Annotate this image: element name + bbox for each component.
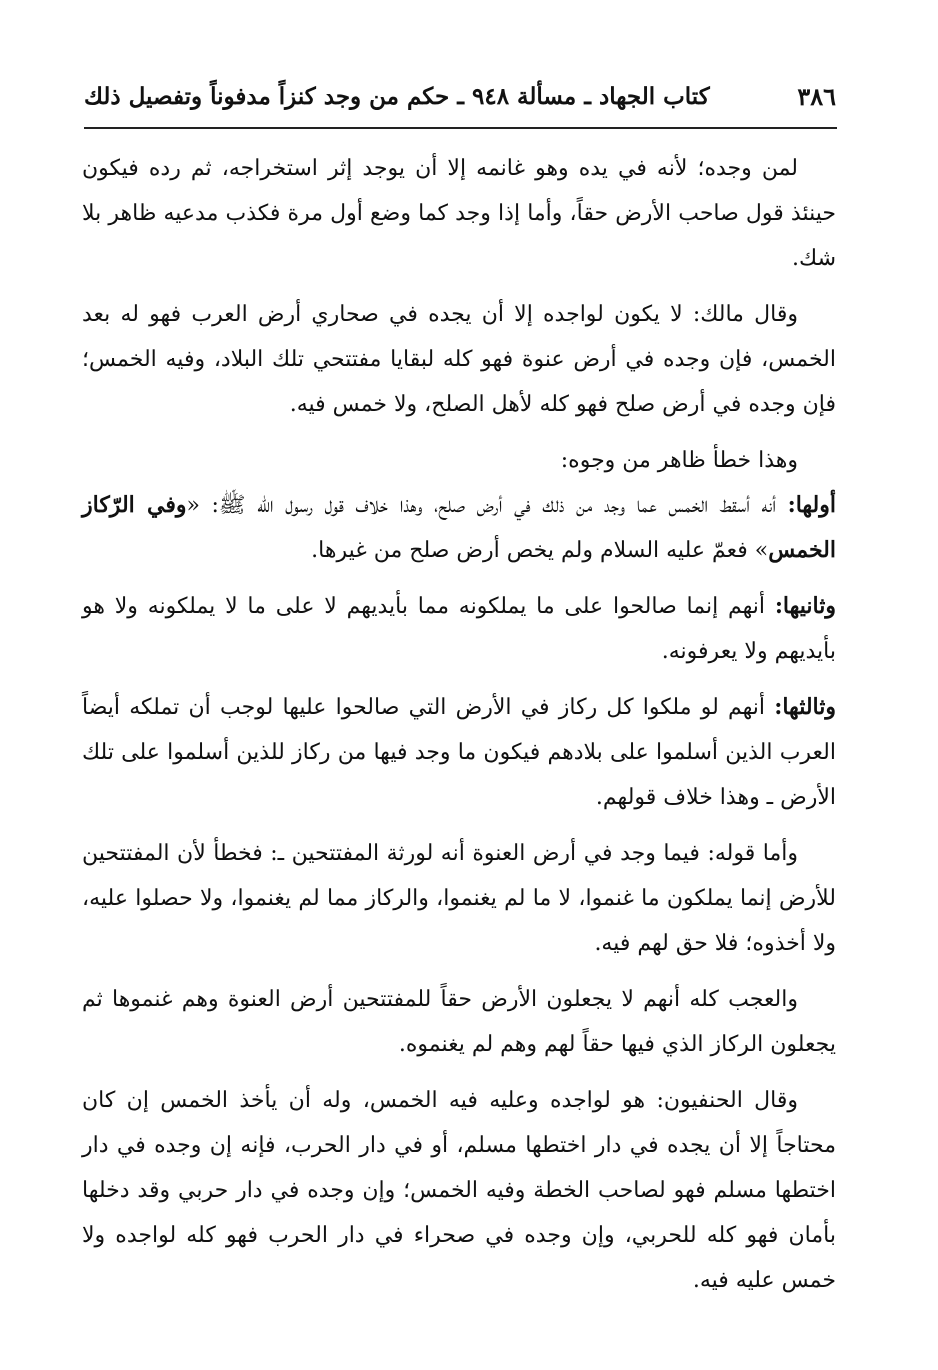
paragraph-4 (82, 483, 836, 573)
paragraph-lead: وثالثها: (774, 694, 836, 720)
paragraph-text: وهذا خطأ ظاهر من وجوه: (560, 448, 798, 473)
paragraph-text-before: أنه أسقط الخمس عما وجد من ذلك في أرض صلح، وهذا خلاف قول رسول الله ﷺ: « (186, 493, 788, 518)
paragraph-lead: أولها: (787, 492, 836, 518)
paragraph-text-after: » فعمّ عليه السلام ولم يخص أرض صلح من غيرها. (311, 538, 769, 563)
page-header (84, 76, 836, 116)
paragraph-lead: وثانيها: (774, 593, 836, 619)
paragraph-3 (82, 438, 836, 483)
paragraph-7 (82, 831, 836, 966)
paragraph-text: لمن وجده؛ لأنه في يده وهو غانمه إلا أن يوجد إثر استخراجه، ثم رده فيكون حينئذ قول صاحب الأرض حقاً، وأما إذا وجد كما وضع أول مرة فكذب مدعيه ظاهر بلا شك. (82, 156, 836, 271)
running-title: كتاب الجهاد ـ مسألة ٩٤٨ ـ حكم من وجد كنزاً مدفوناً وتفصيل ذلك (84, 82, 710, 110)
paragraph-6 (82, 685, 836, 820)
paragraph-text: وقال مالك: لا يكون لواجده إلا أن يجده في صحاري أرض العرب فهو له بعد الخمس، فإن وجده في أرض عنوة فهو كله لبقايا مفتتحي تلك البلاد، وفيه الخمس؛ فإن وجده في أرض صلح فهو كله لأهل الصلح، ولا خمس فيه. (82, 302, 836, 417)
paragraph-text: وأما قوله: فيما وجد في أرض العنوة أنه لورثة المفتتحين ـ: فخطأ لأن المفتتحين للأرض إنما يملكون ما غنموا، لا ما لم يغنموا، والركاز مما لم يغنموا، ولا حصلوا عليه، ولا أخذوه؛ فلا حق لهم فيه. (82, 841, 836, 956)
paragraph-9 (82, 1078, 836, 1303)
paragraph-text: أنهم إنما صالحوا على ما يملكونه مما بأيديهم لا على ما لا يملكونه ولا هو بأيديهم ولا يعرفونه. (82, 594, 836, 664)
page-body (82, 146, 836, 1314)
paragraph-2 (82, 292, 836, 427)
paragraph-5 (82, 584, 836, 674)
paragraph-8 (82, 977, 836, 1067)
paragraph-1 (82, 146, 836, 281)
paragraph-text: أنهم لو ملكوا كل ركاز في الأرض التي صالحوا عليها لوجب أن تملكه أيضاً العرب الذين أسلموا على بلادهم فيكون ما وجد فيها من ركاز للذين أسلموا على تلك الأرض ـ وهذا خلاف قولهم. (82, 695, 836, 810)
paragraph-text: والعجب كله أنهم لا يجعلون الأرض حقاً للمفتتحين أرض العنوة وهم غنموها ثم يجعلون الركاز الذي فيها حقاً لهم وهم لم يغنموه. (82, 987, 836, 1057)
hadith-quote: وفي الرّكاز الخمس (82, 492, 836, 563)
header-divider (84, 127, 837, 129)
page-number: ٣٨٦ (797, 81, 836, 111)
paragraph-text: وقال الحنفيون: هو لواجده وعليه فيه الخمس، وله أن يأخذ الخمس إن كان محتاجاً إلا أن يجده في دار اختطها مسلم، أو في دار الحرب، فإنه إن وجده في دار اختطها مسلم فهو لصاحب الخطة وفيه الخمس؛ وإن وجده في دار حربي وقد دخلها بأمان فهو كله للحربي، وإن وجده في صحراء في دار الحرب فهو كله لواجده ولا خمس عليه فيه. (82, 1088, 836, 1293)
